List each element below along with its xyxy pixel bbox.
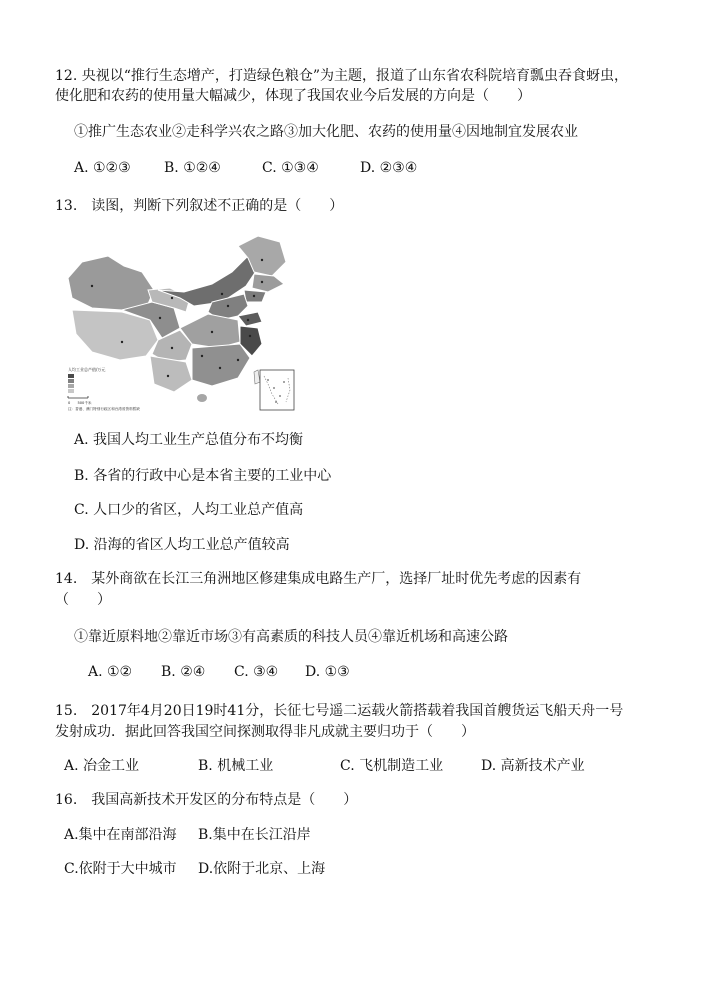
q15-option-c[interactable]: C. 飞机制造工业 xyxy=(340,758,444,774)
q12-option-a[interactable]: A. ①②③ xyxy=(74,160,131,176)
q14-option-d[interactable]: D. ①③ xyxy=(305,664,350,680)
q12-stem-line2: 使化肥和农药的使用量大幅减少，体现了我国农业今后发展的方向是（ ） xyxy=(55,88,531,104)
q14-statements: ①靠近原料地②靠近市场③有高素质的科技人员④靠近机场和高速公路 xyxy=(74,629,508,645)
q14-option-a[interactable]: A. ①② xyxy=(88,664,133,680)
map-region-hainan xyxy=(197,394,207,402)
china-map-figure xyxy=(62,232,310,414)
q12-option-c[interactable]: C. ①③④ xyxy=(262,160,319,176)
q15-option-d[interactable]: D. 高新技术产业 xyxy=(481,758,585,774)
q13-stem: 13. 读图，判断下列叙述不正确的是（ ） xyxy=(55,198,344,214)
q15-stem-line2: 发射成功．据此回答我国空间探测取得非凡成就主要归功于（ ） xyxy=(55,724,475,740)
q14-option-c[interactable]: C. ③④ xyxy=(234,664,279,680)
q13-option-b[interactable]: B. 各省的行政中心是本省主要的工业中心 xyxy=(74,468,332,484)
map-note: 注：香港、澳门特别行政区和台湾省资料暂缺 xyxy=(68,407,140,411)
q12-stem-line1: 12. 央视以“推行生态增产，打造绿色粮仓”为主题，报道了山东省农科院培育瓢虫吞食蚜虫， xyxy=(55,68,629,84)
q13-option-c[interactable]: C. 人口少的省区，人均工业总产值高 xyxy=(74,502,304,518)
q16-option-c[interactable]: C.依附于大中城市 xyxy=(64,861,177,877)
q16-stem: 16. 我国高新技术开发区的分布特点是（ ） xyxy=(55,792,358,808)
q14-stem-line2: （ ） xyxy=(55,592,111,608)
q13-option-d[interactable]: D. 沿海的省区人均工业总产值较高 xyxy=(74,537,290,553)
china-industry-map xyxy=(62,232,310,414)
q16-option-b[interactable]: B.集中在长江沿岸 xyxy=(198,827,311,843)
south-china-sea-inset xyxy=(260,370,294,410)
q15-option-a[interactable]: A. 冶金工业 xyxy=(64,758,140,774)
q15-stem-line1: 15. 2017年4月20日19时41分，长征七号遥二运载火箭搭载着我国首艘货运飞船天舟一号 xyxy=(55,703,624,719)
map-scale: 0 500千米 xyxy=(68,401,92,405)
q12-statements: ①推广生态农业②走科学兴农之路③加大化肥、农药的使用量④因地制宜发展农业 xyxy=(74,124,578,140)
q14-option-b[interactable]: B. ②④ xyxy=(161,664,206,680)
map-legend-title: 人均工业总产值/万元 xyxy=(68,367,106,372)
q16-option-d[interactable]: D.依附于北京、上海 xyxy=(198,861,326,877)
q14-stem-line1: 14. 某外商欲在长江三角洲地区修建集成电路生产厂，选择厂址时优先考虑的因素有 xyxy=(55,571,582,587)
q15-option-b[interactable]: B. 机械工业 xyxy=(198,758,274,774)
q12-option-d[interactable]: D. ②③④ xyxy=(360,160,418,176)
q12-option-b[interactable]: B. ①②④ xyxy=(164,160,221,176)
q16-option-a[interactable]: A.集中在南部沿海 xyxy=(64,827,177,843)
q13-option-a[interactable]: A. 我国人均工业生产总值分布不均衡 xyxy=(74,432,304,448)
